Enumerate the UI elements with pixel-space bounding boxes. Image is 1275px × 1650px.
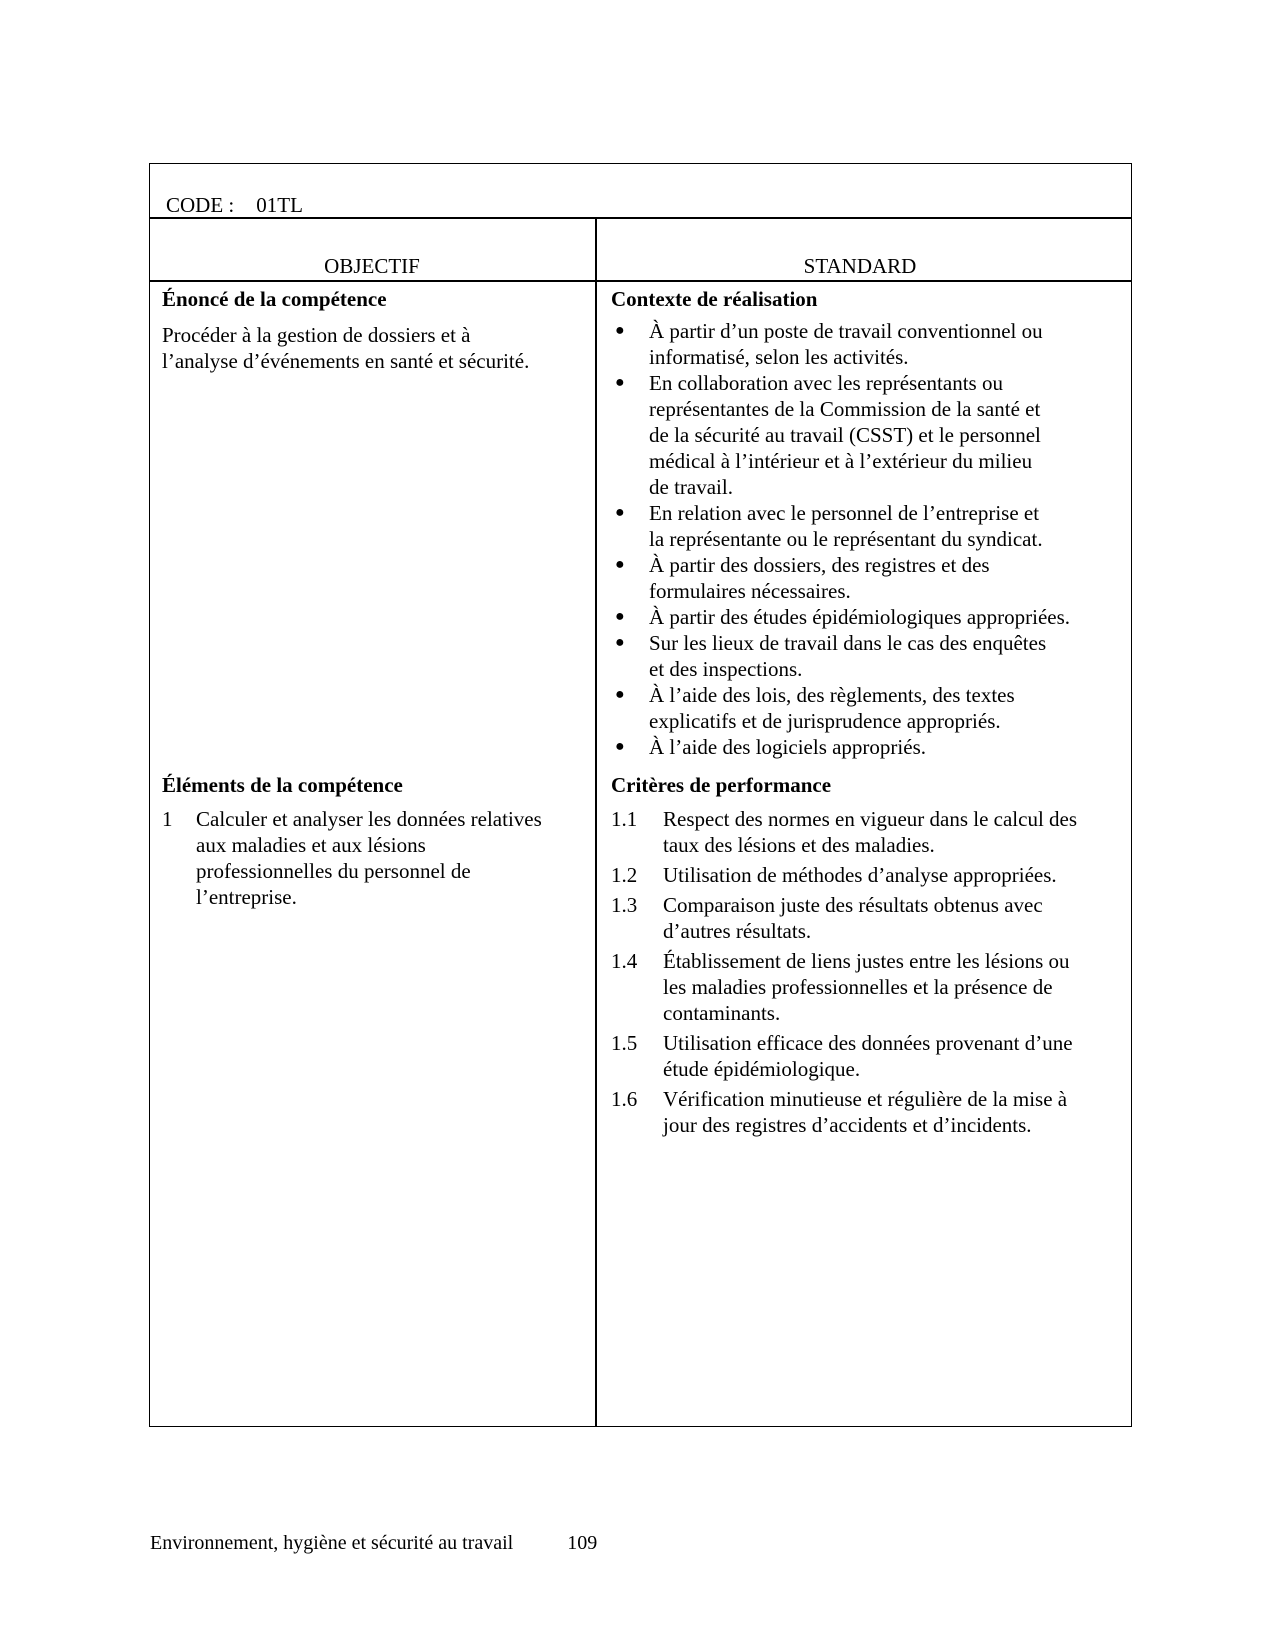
bullet-icon: ● <box>615 322 625 339</box>
contexte-item: ● À partir des études épidémiologiques appropriées. <box>615 605 1071 629</box>
elements-section <box>162 772 592 914</box>
column-divider <box>595 217 597 1427</box>
element-line: aux maladies et aux lésions <box>196 833 426 857</box>
bullet-icon: ● <box>615 374 625 391</box>
element-number: 1 <box>162 807 173 831</box>
code-divider <box>149 217 1132 219</box>
bullet-icon: ● <box>615 504 625 521</box>
criteres-list <box>611 806 1131 1138</box>
code-row <box>166 192 303 218</box>
critere-item: 1.2 Utilisation de méthodes d’analyse appropriées. <box>611 863 1057 887</box>
critere-item: 1.6 Vérification minutieuse et régulière de la mise à jour des registres d’accidents et d’incidents. <box>611 1087 1068 1137</box>
contexte-item: ● À partir des dossiers, des registres et des formulaires nécessaires. <box>615 553 990 603</box>
critere-item: 1.1 Respect des normes en vigueur dans le calcul des taux des lésions et des maladies. <box>611 807 1078 857</box>
enonce-text-line: l’analyse d’événements en santé et sécurité. <box>162 349 530 373</box>
objectif-header: OBJECTIF <box>324 254 420 278</box>
footer-title: Environnement, hygiène et sécurité au travail <box>150 1532 514 1554</box>
element-item <box>162 806 592 910</box>
enonce-text-line: Procéder à la gestion de dossiers et à <box>162 323 471 347</box>
code-label: CODE : <box>166 193 235 217</box>
bullet-icon: ● <box>615 608 625 625</box>
page-footer <box>150 1530 597 1556</box>
bullet-icon: ● <box>615 686 625 703</box>
contexte-item: ● En collaboration avec les représentants ou représentantes de la Commission de la santé et de la sécurité au travail (CSST) et le personnel médical à l’intérieur et à l’extérieur du milieu de travail. <box>615 371 1041 499</box>
standard-column <box>611 286 1131 760</box>
element-line: Calculer et analyser les données relatives <box>196 807 542 831</box>
contexte-title: Contexte de réalisation <box>611 287 818 311</box>
elements-list <box>162 806 592 910</box>
critere-item: 1.4 Établissement de liens justes entre les lésions ou les maladies professionnelles et la présence de contaminants. <box>611 949 1070 1025</box>
standard-header: STANDARD <box>803 254 917 278</box>
bullet-icon: ● <box>615 556 625 573</box>
contexte-item: ● À l’aide des lois, des règlements, des textes explicatifs et de jurisprudence appropriés. <box>615 683 1015 733</box>
enonce-title: Énoncé de la compétence <box>162 287 387 311</box>
objectif-column <box>162 286 592 374</box>
bullet-icon: ● <box>615 738 625 755</box>
contexte-item: ● À partir d’un poste de travail conventionnel ou informatisé, selon les activités. <box>615 319 1043 369</box>
criteres-section <box>611 772 1131 1142</box>
contexte-list <box>611 318 1131 760</box>
contexte-item: ● En relation avec le personnel de l’entreprise et la représentante ou le représentant du syndicat. <box>615 501 1043 551</box>
code-value: 01TL <box>256 193 303 217</box>
page-number: 109 <box>567 1532 598 1554</box>
bullet-icon: ● <box>615 634 625 651</box>
element-line: professionnelles du personnel de <box>196 859 471 883</box>
contexte-item: ● Sur les lieux de travail dans le cas des enquêtes et des inspections. <box>615 631 1047 681</box>
critere-item: 1.5 Utilisation efficace des données provenant d’une étude épidémiologique. <box>611 1031 1073 1081</box>
header-divider <box>149 280 1132 282</box>
critere-item: 1.3 Comparaison juste des résultats obtenus avec d’autres résultats. <box>611 893 1043 943</box>
element-line: l’entreprise. <box>196 885 297 909</box>
elements-title: Éléments de la compétence <box>162 773 403 797</box>
criteres-title: Critères de performance <box>611 773 832 797</box>
contexte-item: ● À l’aide des logiciels appropriés. <box>615 735 926 759</box>
